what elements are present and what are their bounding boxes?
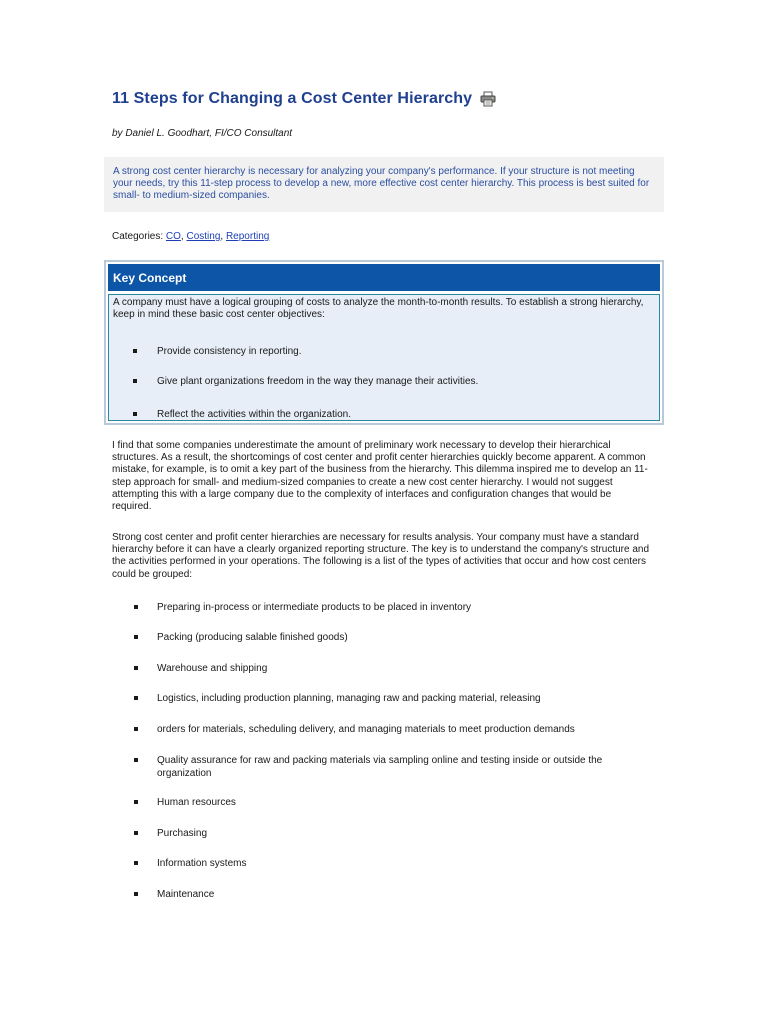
list-item-text: Maintenance [157,889,215,900]
category-link-co[interactable]: CO [165,231,181,242]
bullet-icon [133,349,137,353]
list-item-text: Packing (producing salable finished goods) [157,632,348,643]
list-item-text: Provide consistency in reporting. [157,346,302,357]
category-link-reporting[interactable]: Reporting [225,231,270,242]
list-item-text: Preparing in-process or intermediate products to be placed in inventory [157,602,472,613]
body-paragraph: I find that some companies underestimate the amount of preliminary work necessary to develop their hierarchical structures. As a result, the shortcomings of cost center and profit center hierarchies quickly become apparent. A common mistake, for example, is to omit a key part of the business from the hierarchy. This dilemma inspired me to develop an 11-step approach for small- and medium-sized companies to create a new cost center hierarchy. I would not suggest attempting this with a large company due to the complexity of interfaces and configuration changes that would be required. [112,440,648,513]
category-link-costing[interactable]: Costing [186,231,221,242]
bullet-icon [134,861,138,865]
summary-text: A strong cost center hierarchy is necessary for analyzing your company's performance. If your structure is not meeting your needs, try this 11-step process to develop a new, more effective cost center hierarchy. This process is best suited for small- to medium-sized companies. [113,166,650,201]
bullet-icon [134,605,138,609]
key-concept-intro: A company must have a logical grouping of costs to analyze the month-to-month results. To establish a strong hierarchy, keep in mind these basic cost center objectives: [113,297,644,320]
bullet-icon [134,758,138,762]
page-title: 11 Steps for Changing a Cost Center Hierarchy [112,90,473,107]
key-concept-box [104,260,664,425]
bullet-icon [134,831,138,835]
list-item-text: Purchasing [157,828,208,839]
categories: Categories: CO, Costing, Reporting [112,231,270,242]
key-concept-header [108,264,660,291]
list-item-text: Logistics, including production planning, managing raw and packing material, releasing [157,693,541,704]
list-item-text: Information systems [157,858,247,869]
summary-box [104,157,664,212]
key-concept-heading: Key Concept [113,271,187,285]
list-item-text: Give plant organizations freedom in the way they manage their activities. [157,376,479,387]
bullet-icon [134,696,138,700]
bullet-icon [133,379,137,383]
body-paragraph: Strong cost center and profit center hierarchies are necessary for results analysis. Your company must have a standard hierarchy before it can have a clearly organized reporting structure. The key is to understand the company's structure and the activities performed in your operations. The following is a list of the types of activities that occur and how cost centers could be grouped: [112,532,650,580]
bullet-icon [134,892,138,896]
title-row [112,90,496,108]
bullet-icon [134,800,138,804]
bullet-icon [133,412,137,416]
bullet-icon [134,666,138,670]
list-item-text: Reflect the activities within the organization. [157,409,351,420]
list-item-text: Warehouse and shipping [157,663,268,674]
list-item-text: Quality assurance for raw and packing materials via sampling online and testing inside or outside the organization [157,755,603,779]
list-item-text: orders for materials, scheduling delivery, and managing materials to meet production demands [157,724,575,735]
categories-label: Categories: [112,231,164,242]
bullet-icon [134,727,138,731]
list-item-text: Human resources [157,797,236,808]
printer-icon[interactable] [480,91,496,107]
key-concept-body [108,294,660,421]
bullet-icon [134,635,138,639]
byline: by Daniel L. Goodhart, FI/CO Consultant [112,128,293,139]
